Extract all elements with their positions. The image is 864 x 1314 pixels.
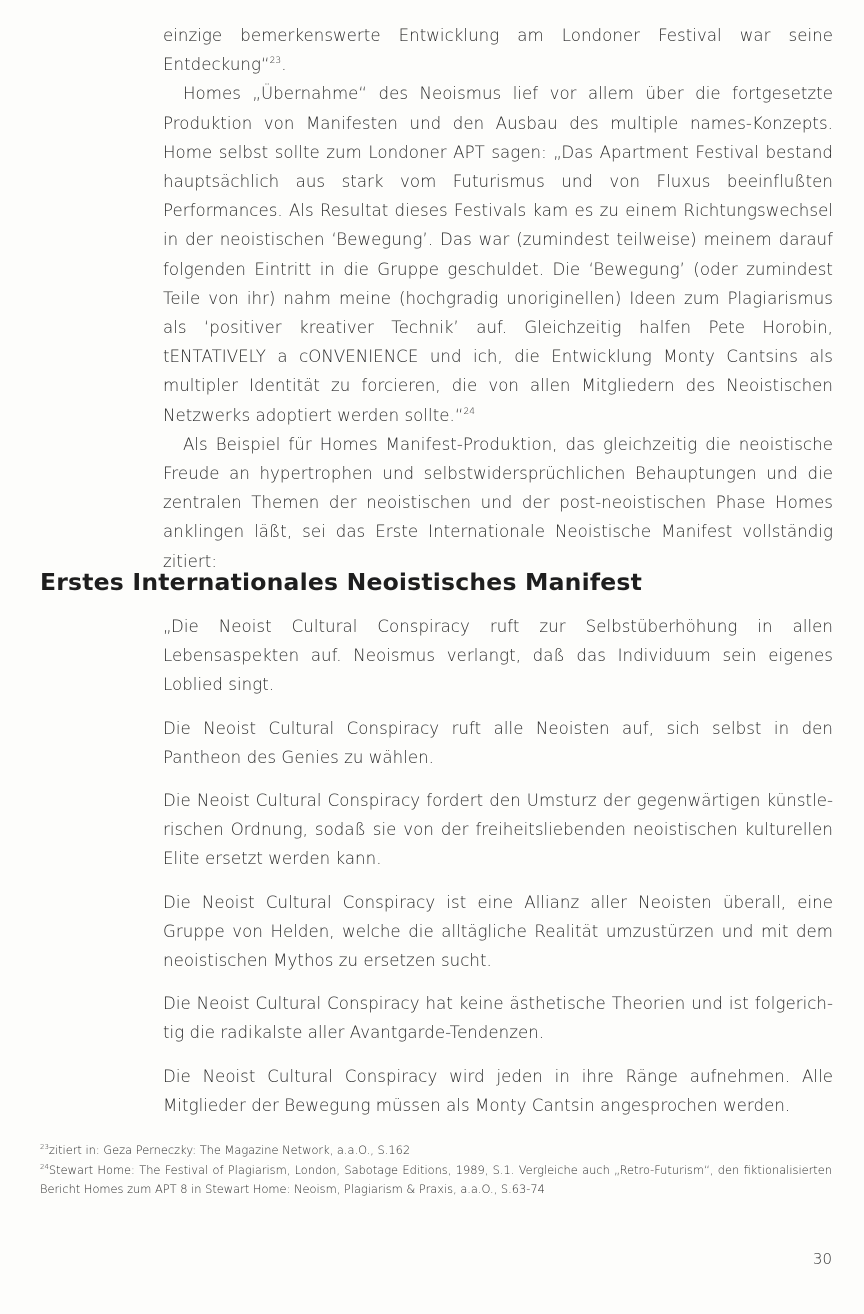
manifest-paragraph: Die Neoist Cultural Conspiracy ruft alle Neoisten auf, sich selbst in den Pantheon des Genies zu wählen. [163, 718, 833, 767]
manifest-paragraph: „Die Neoist Cultural Conspiracy ruft zur Selbstüberhöhung in allen Lebensaspekten auf. Neoismus verlangt, daß das Individuum sein eigenes Loblied singt. [163, 617, 833, 695]
manifest-paragraph: Die Neoist Cultural Conspiracy ist eine Allianz aller Neoisten überall, eine Gruppe von Helden, welche die alltägliche Realität umzustürzen und mit dem neoistischen Mythos zu ersetzen sucht. [163, 892, 833, 971]
manifest-paragraph: Die Neoist Cultural Conspiracy fordert den Umsturz der gegenwärtigen künstlerischen Ordnung, sodaß sie von der freiheitsliebenden neoistischen kulturellen Elite ersetzt werden kann. [163, 791, 833, 869]
manifest-paragraph: Die Neoist Cultural Conspiracy wird jeden in ihre Ränge aufnehmen. Alle Mitglieder der Bewegung müssen als Monty Cantsin angesprochen werden. [163, 1066, 833, 1115]
page-number: 30 [812, 1250, 832, 1268]
footnote-ref-24: 24 [463, 406, 476, 417]
footnote-text: zitiert in: Geza Perneczky: The Magazine Network, a.a.O., S.162 [48, 1143, 411, 1157]
paragraph-manifest-intro: Als Beispiel für Homes Manifest-Produktion, das gleichzeitig die neoistische Freude an hypertrophen und selbstwidersprüchlichen Behauptungen und die zentralen Themen der neoistischen und der post-neoistischen Phase Homes anklingen läßt, sei das Erste Internationale Neoistische Manifest vollständig zitiert: [163, 434, 833, 571]
paragraph-text: . [281, 55, 287, 75]
footnote-23 [40, 1141, 832, 1161]
paragraph-continuation [163, 21, 833, 79]
footnote-text: Stewart Home: The Festival of Plagiarism, London, Sabotage Editions, 1989, S.1. Vergleiche auch „Retro-Futurism“, den fiktionalisierten Bericht Homes zum APT 8 in Stewart Home: Neoism, Plagiarism & Praxis, a.a.O., S.63-74 [40, 1162, 832, 1196]
footnote-number: 23 [40, 1143, 49, 1151]
footnote-ref-23: 23 [269, 56, 282, 67]
footnotes [40, 1141, 832, 1200]
footnote-number: 24 [40, 1162, 49, 1171]
paragraph-text: einzige bemerkenswerte Entwicklung am Londoner Festival war seine Entdeckung“ [163, 26, 833, 75]
manifest-paragraph: Die Neoist Cultural Conspiracy hat keine ästhetische Theorien und ist folgerichtig die radikalste aller Avantgarde-Tendenzen. [163, 994, 833, 1043]
manifest-quote [163, 612, 833, 1134]
footnote-24 [40, 1161, 832, 1200]
paragraph-text: Homes „Übernahme“ des Neoismus lief vor allem über die fortgesetzte Produktion von Manifesten und den Ausbau des multiple names-Konzepts. Home selbst sollte zum Londoner APT sagen: „Das Apartment Festival bestand hauptsächlich aus stark vom Futurismus und von Fluxus beeinflußten Performances. Als Resultat dieses Festivals kam es zu einem Richtungswechsel in der neoistischen ‘Bewegung’. Das war (zumindest teilweise) meinem darauf folgenden Eintritt in die Gruppe geschuldet. Die ‘Bewegung’ (oder zumindest Teile von ihr) nahm meine (hochgradig unoriginellen) Ideen zum Plagiarismus als ‘positiver kreativer Technik’ auf. Gleichzeitig halfen Pete Horobin, tENTATIVELY a cONVENIENCE und ich, die Entwicklung Monty Cantsins als multipler Identität zu forcieren, die von allen Mitgliedern des Neoistischen Netzwerks adoptiert werden sollte.“ [163, 84, 833, 425]
intro-text [163, 21, 833, 576]
paragraph-homes-takeover [163, 79, 833, 429]
section-heading: Erstes Internationales Neoistisches Manifest [40, 568, 643, 596]
